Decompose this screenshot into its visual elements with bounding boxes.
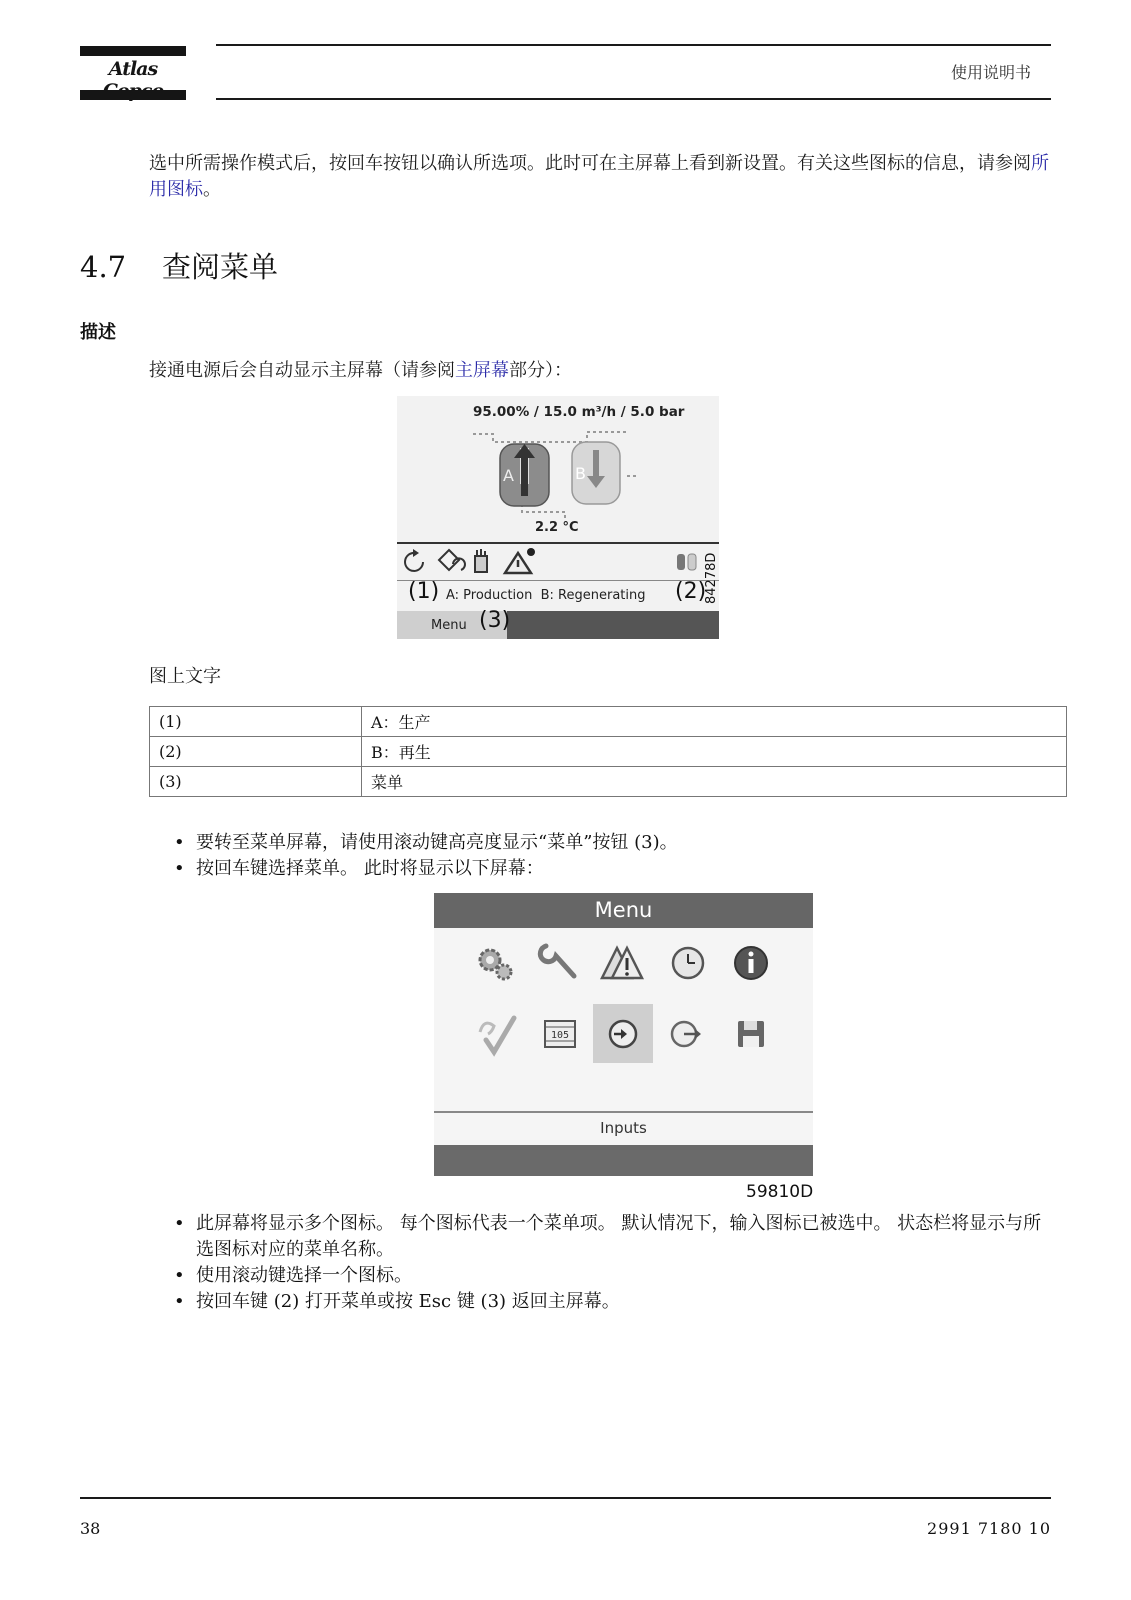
save-icon[interactable] (738, 1021, 764, 1047)
page-number: 38 (80, 1519, 101, 1538)
intro-paragraph: 选中所需操作模式后，按回车按钮以确认所选项。此时可在主屏幕上看到新设置。有关这些图标的信息，请参阅所用图标。 (149, 153, 1049, 200)
legend-table (149, 706, 1067, 797)
atlas-copco-logo: Atlas (80, 46, 186, 100)
figure2-code: 59810D (746, 1182, 814, 1202)
doc-title: 使用说明书 (950, 63, 1031, 82)
outputs-icon[interactable] (672, 1022, 701, 1046)
callout-3: (3) (479, 608, 511, 633)
list-item: • 按回车键 (2) 打开菜单或按 Esc 键 (3) 返回主屏幕。 (174, 1289, 1046, 1315)
warning-triangle-icon (505, 548, 535, 573)
hand-icon (475, 549, 487, 572)
vessel-b-label: B (575, 464, 586, 483)
menu-title: Menu (594, 898, 653, 922)
bottom-bar (434, 1145, 813, 1176)
header-rule-top (216, 44, 1051, 46)
main-screen-figure (397, 396, 719, 639)
divider-line (397, 542, 719, 544)
description-paragraph: 接通电源后会自动显示主屏幕（请参阅主屏幕部分）： (149, 360, 572, 381)
warning-icon[interactable] (602, 948, 642, 978)
callout-1: (1) (408, 579, 440, 604)
bullet-list-1 (174, 830, 1034, 882)
gears-icon[interactable] (480, 950, 511, 979)
vessel-a-label: A (503, 466, 514, 485)
section-number: 4.7 (80, 250, 127, 284)
temperature-readout: 2.2 °C (535, 520, 579, 535)
bullet-list-2 (174, 1211, 1046, 1315)
header-rule-bottom (216, 98, 1051, 100)
info-icon[interactable] (735, 947, 767, 979)
mode-line: A: Production B: Regenerating (446, 588, 646, 603)
status-icon-row (397, 546, 719, 578)
subsection-heading: 描述 (80, 322, 116, 343)
status-bar-top-rule (434, 1111, 813, 1113)
footer-rule (80, 1497, 1051, 1499)
counter-text: 105 (550, 1030, 570, 1041)
table-row: (2) B：再生 (150, 737, 1067, 767)
list-item: • 使用滚动键选择一个图标。 (174, 1263, 1046, 1289)
inputs-icon[interactable] (610, 1021, 636, 1047)
checkmark-icon[interactable] (480, 1018, 514, 1052)
wrench-icon[interactable] (540, 946, 574, 976)
section-title: 查阅菜单 (162, 250, 279, 284)
menu-button[interactable] (397, 608, 511, 639)
clock-icon[interactable] (673, 948, 703, 978)
vessels-mini-icon (677, 554, 696, 570)
legend-caption: 图上文字 (149, 666, 221, 687)
list-item: • 此屏幕将显示多个图标。 每个图标代表一个菜单项。 默认情况下，输入图标已被选中。 状态栏将显示与所选图标对应的菜单名称。 (174, 1211, 1046, 1263)
section-heading (80, 245, 278, 286)
figure1-code: 84278D (704, 552, 719, 604)
refresh-icon (405, 549, 423, 571)
callout-2: (2) (675, 579, 707, 604)
status-bar-label: Inputs (600, 1119, 647, 1137)
table-row: (1) A：生产 (150, 707, 1067, 737)
doc-number: 2991 7180 10 (927, 1519, 1051, 1538)
menu-title-bar (434, 893, 813, 928)
menu-icon-grid (434, 928, 813, 1108)
info-line-top-rule (397, 580, 719, 581)
link-main-screen[interactable]: 主屏幕 (455, 360, 509, 381)
status-readout: 95.00% / 15.0 m³/h / 5.0 bar (473, 404, 685, 420)
counter-icon[interactable] (545, 1021, 575, 1047)
table-row: (3) 菜单 (150, 767, 1067, 797)
diamond-flow-icon (439, 550, 465, 570)
menu-button-label: Menu (431, 618, 467, 633)
menu-screen-figure (434, 893, 813, 1176)
list-item: • 要转至菜单屏幕，请使用滚动键高亮度显示“菜单”按钮 (3)。 (174, 830, 1034, 856)
link-icons-used[interactable]: 所用图标 (149, 153, 1049, 200)
list-item: • 按回车键选择菜单。 此时将显示以下屏幕： (174, 856, 1034, 882)
